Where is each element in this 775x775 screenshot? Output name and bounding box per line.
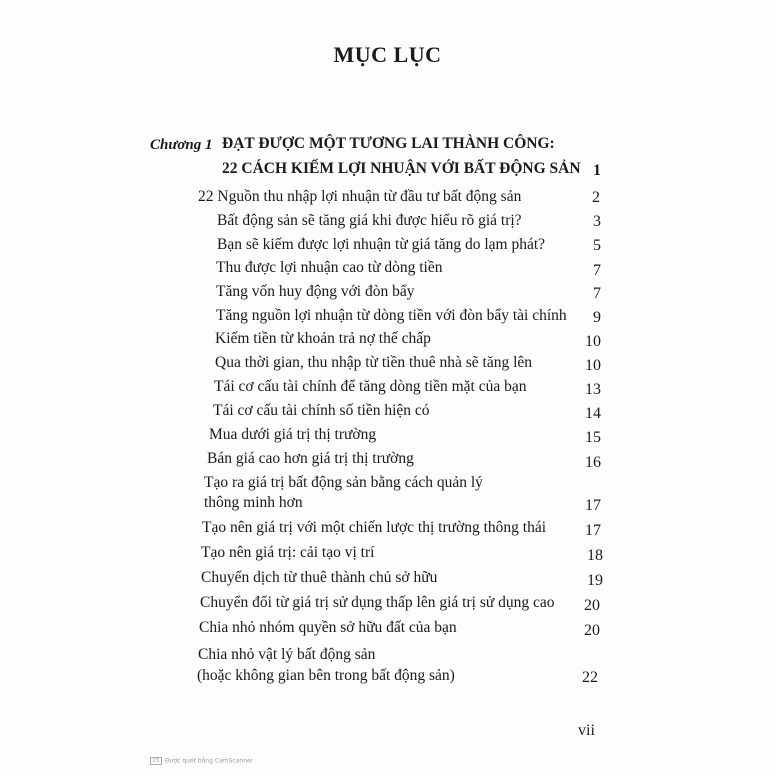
toc-page-number: 2	[592, 189, 600, 206]
toc-entry: Tăng nguồn lợi nhuận từ dòng tiền với đòn bẩy tài chính	[216, 307, 567, 324]
toc-page-number: 7	[593, 262, 601, 279]
footer-page-number: vii	[578, 722, 595, 739]
toc-entry: Tạo nên giá trị với một chiến lược thị trường thông thái	[202, 519, 547, 536]
toc-entry: Tái cơ cấu tài chính số tiền hiện có	[213, 402, 430, 419]
toc-page-number: 3	[593, 213, 601, 230]
toc-page-number: 20	[584, 597, 600, 614]
toc-entry: Tạo nên giá trị: cải tạo vị trí	[201, 544, 375, 561]
chapter-title-line1: ĐẠT ĐƯỢC MỘT TƯƠNG LAI THÀNH CÔNG:	[222, 135, 555, 152]
toc-entry: Chia nhỏ nhóm quyền sở hữu đất của bạn	[199, 619, 457, 636]
toc-entry-continued: (hoặc không gian bên trong bất động sản)	[197, 667, 455, 684]
toc-entry: Tạo ra giá trị bất động sản bằng cách quản lý	[204, 474, 483, 491]
toc-entry: Bán giá cao hơn giá trị thị trường	[207, 450, 414, 467]
toc-page-number: 20	[584, 622, 600, 639]
toc-page-number: 17	[585, 522, 601, 539]
toc-page-number: 10	[585, 333, 601, 350]
page-title: MỤC LỤC	[333, 42, 442, 67]
toc-page-number: 18	[587, 547, 603, 564]
toc-entry: Chia nhỏ vật lý bất động sản	[198, 646, 376, 663]
toc-entry: Chuyển dịch từ thuê thành chủ sở hữu	[201, 569, 438, 586]
toc-entry: Qua thời gian, thu nhập từ tiền thuê nhà sẽ tăng lên	[215, 354, 533, 371]
toc-page-number: 9	[593, 309, 601, 326]
toc-entry: Tăng vốn huy động với đòn bẩy	[216, 283, 415, 300]
toc-page-number: 5	[593, 237, 601, 254]
toc-entry: Mua dưới giá trị thị trường	[209, 426, 377, 443]
watermark-text: Được quét bằng CamScanner	[165, 757, 254, 765]
toc-entry: Kiếm tiền từ khoản trả nợ thế chấp	[215, 330, 431, 347]
toc-entry: Thu được lợi nhuận cao từ dòng tiền	[216, 259, 443, 276]
toc-page-number: 16	[585, 454, 601, 471]
toc-entry: Chuyển đổi từ giá trị sử dụng thấp lên giá trị sử dụng cao	[200, 594, 555, 611]
chapter-page-number: 1	[593, 162, 601, 179]
camscanner-logo-icon: CS	[150, 757, 162, 765]
toc-entry: Bạn sẽ kiếm được lợi nhuận từ giá tăng do lạm phát?	[217, 236, 546, 253]
toc-entry: Bất động sản sẽ tăng giá khi được hiểu rõ giá trị?	[217, 212, 522, 229]
toc-entry: Tái cơ cấu tài chính để tăng dòng tiền mặt của bạn	[214, 378, 527, 395]
toc-page-number: 19	[587, 572, 603, 589]
toc-entry-continued: thông minh hơn	[204, 494, 303, 511]
toc-page-number: 10	[585, 357, 601, 374]
toc-page-number: 14	[585, 405, 601, 422]
toc-page-number: 17	[585, 497, 601, 514]
chapter-label: Chương 1	[150, 137, 213, 153]
chapter-title-line2: 22 CÁCH KIẾM LỢI NHUẬN VỚI BẤT ĐỘNG SẢN	[222, 160, 581, 177]
toc-page-number: 22	[582, 669, 598, 686]
toc-entry: 22 Nguồn thu nhập lợi nhuận từ đầu tư bất động sản	[198, 188, 522, 205]
toc-page-number: 7	[593, 285, 601, 302]
toc-page-number: 15	[585, 429, 601, 446]
scanner-watermark	[150, 757, 253, 765]
toc-page-number: 13	[585, 381, 601, 398]
